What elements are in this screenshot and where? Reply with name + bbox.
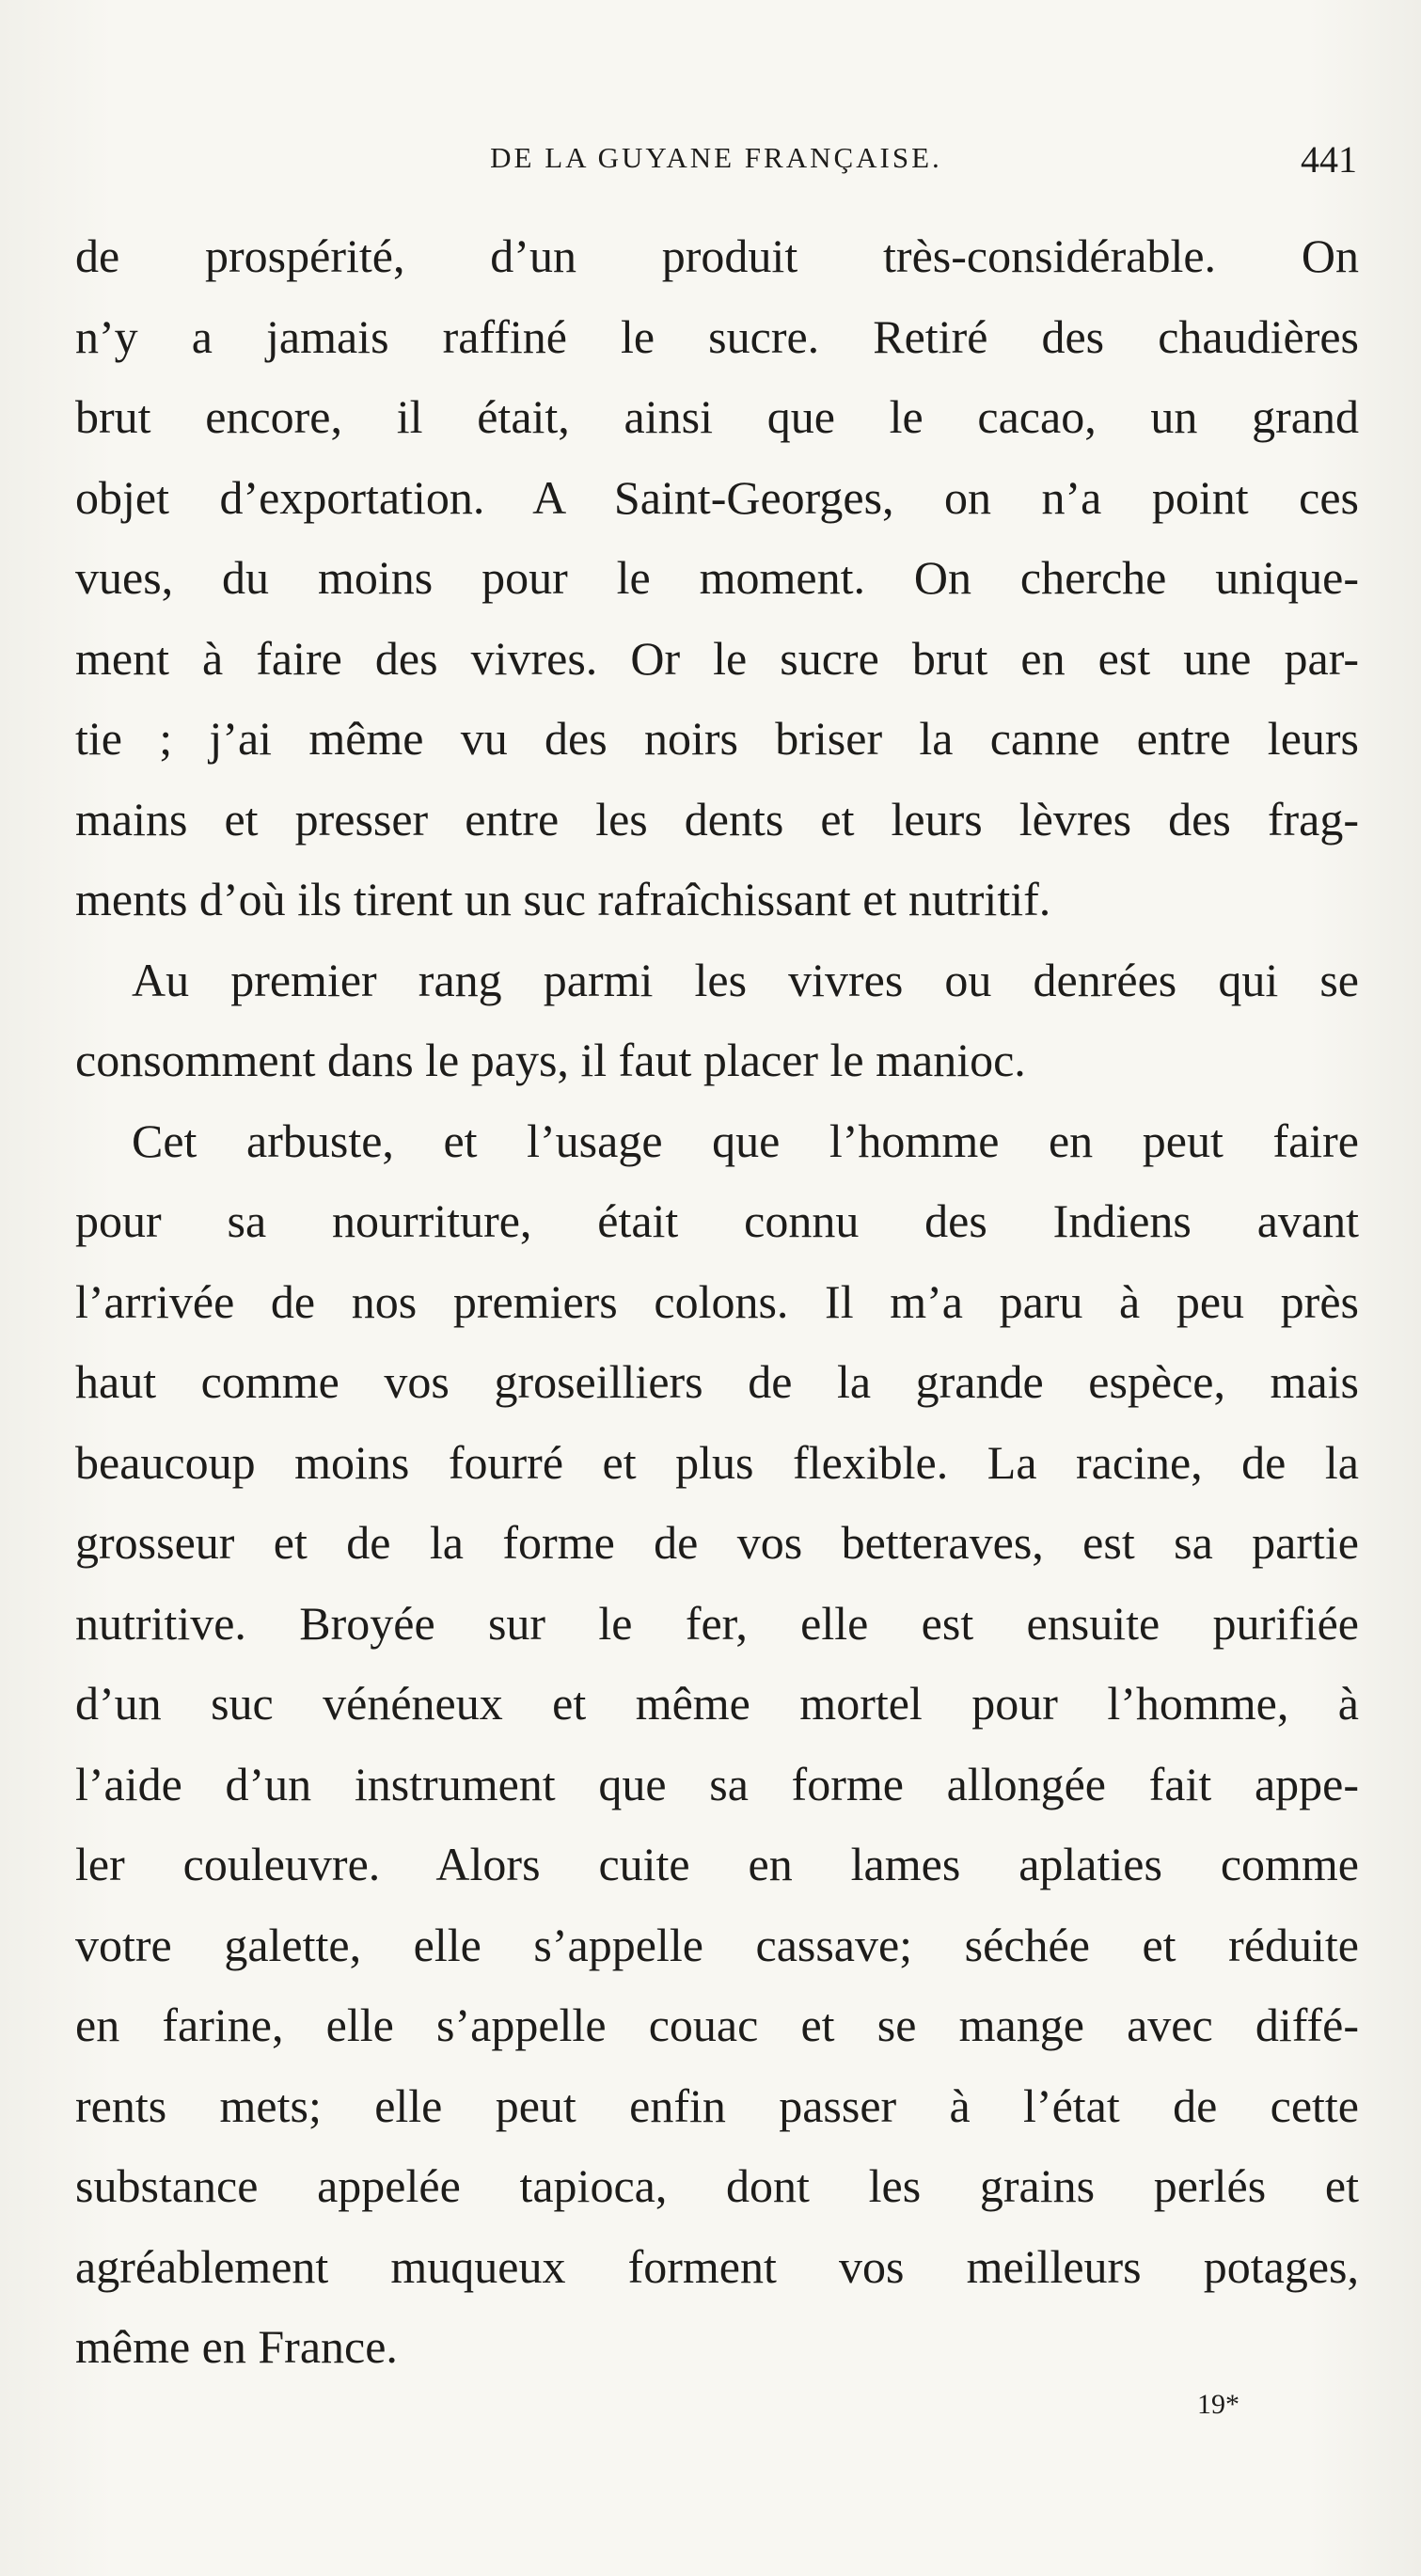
text-line: grosseur et de la forme de vos betteraves, est sa partie <box>75 1516 1359 1569</box>
text-line: ment à faire des vivres. Or le sucre brut en est une par- <box>75 631 1359 685</box>
text-line: rents mets; elle peut enfin passer à l’état de cette <box>75 2078 1359 2132</box>
text-line: Cet arbuste, et l’usage que l’homme en peut faire <box>132 1114 1359 1167</box>
text-line: ler couleuvre. Alors cuite en lames aplaties comme <box>75 1838 1359 1890</box>
text-line: haut comme vos groseilliers de la grande espèce, mais <box>75 1355 1359 1408</box>
text-line: même en France. <box>75 2320 398 2373</box>
text-line: substance appelée tapioca, dont les grains perlés et <box>75 2159 1359 2212</box>
text-line: Au premier rang parmi les vivres ou denrées qui se <box>132 953 1359 1006</box>
text-line: de prospérité, d’un produit très-considérable. On <box>75 229 1359 282</box>
signature-mark: 19* <box>1197 2389 1239 2420</box>
text-line: objet d’exportation. A Saint-Georges, on n’a point ces <box>75 470 1359 524</box>
text-line: agréablement muqueux forment vos meilleurs potages, <box>75 2239 1359 2293</box>
text-line: vues, du moins pour le moment. On cherche unique- <box>75 551 1359 604</box>
text-line: brut encore, il était, ainsi que le cacao, un grand <box>75 390 1359 443</box>
text-line: l’aide d’un instrument que sa forme allongée fait appe- <box>75 1757 1359 1810</box>
page-number: 441 <box>1301 138 1357 181</box>
text-line: l’arrivée de nos premiers colons. Il m’a paru à peu près <box>75 1274 1359 1328</box>
text-line: nutritive. Broyée sur le fer, elle est ensuite purifiée <box>75 1596 1359 1650</box>
text-line: n’y a jamais raffiné le sucre. Retiré des chaudières <box>75 309 1359 363</box>
text-line: consomment dans le pays, il faut placer le manioc. <box>75 1034 1026 1086</box>
running-head <box>75 138 1357 198</box>
text-line: mains et presser entre les dents et leurs lèvres des frag- <box>75 792 1359 845</box>
text-line: d’un suc vénéneux et même mortel pour l’homme, à <box>75 1677 1359 1730</box>
text-line: beaucoup moins fourré et plus flexible. La racine, de la <box>75 1435 1359 1489</box>
text-line: en farine, elle s’appelle couac et se mange avec diffé- <box>75 1999 1359 2051</box>
text-line: ments d’où ils tirent un suc rafraîchissant et nutritif. <box>75 873 1051 925</box>
running-title: DE LA GUYANE FRANÇAISE. <box>490 141 942 174</box>
text-line: votre galette, elle s’appelle cassave; séchée et réduite <box>75 1918 1359 1971</box>
text-line: tie ; j’ai même vu des noirs briser la canne entre leurs <box>75 712 1359 765</box>
text-line: pour sa nourriture, était connu des Indiens avant <box>75 1194 1359 1247</box>
body-text <box>75 216 1359 2388</box>
